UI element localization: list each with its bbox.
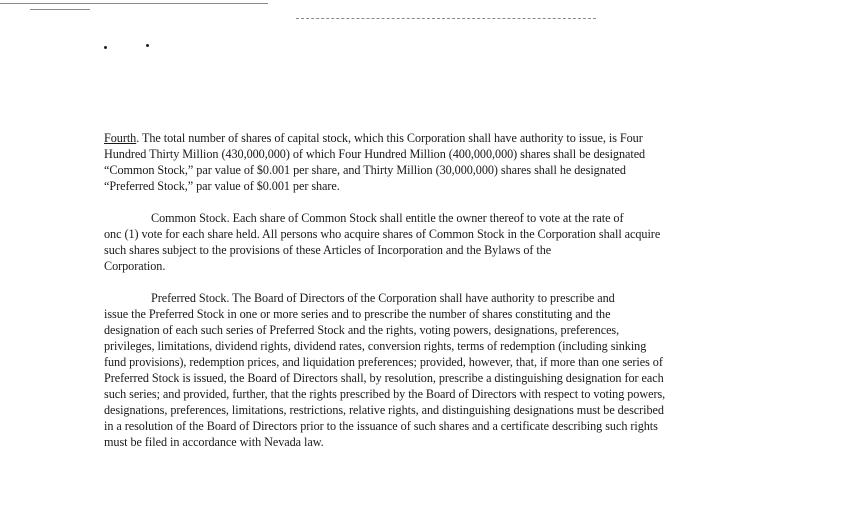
paragraph-fourth (104, 130, 744, 194)
document-body (104, 130, 744, 466)
text-line: such series; and provided, further, that the rights prescribed by the Board of Directors with respect to voting powers, (104, 387, 666, 401)
section-heading: Fourth (104, 131, 137, 145)
text-line: in a resolution of the Board of Directors prior to the issuance of such shares and a certificate describing such rights (104, 419, 658, 433)
paragraph-common-stock (104, 210, 744, 274)
text-line: Preferred Stock. The Board of Directors of the Corporation shall have authority to prescribe and (151, 291, 615, 305)
text-fragment: . The total number of shares of capital stock, which this Corporation shall have authority to issue, is Four (136, 131, 643, 145)
text-line: Preferred Stock is issued, the Board of Directors shall, by resolution, prescribe a distinguishing designation for each (104, 371, 664, 385)
text-line: fund provisions), redemption prices, and liquidation preferences; provided, however, that, if more than one series of (104, 355, 663, 369)
text-line (104, 130, 744, 146)
text-line: “Common Stock,” par value of $0.001 per share, and Thirty Million (30,000,000) shares shall he designated (104, 163, 626, 177)
text-line: “Preferred Stock,” par value of $0.001 per share. (104, 179, 340, 193)
text-line: Hundred Thirty Million (430,000,000) of which Four Hundred Million (400,000,000) shares shall be designated (104, 147, 646, 161)
text-line: issue the Preferred Stock in one or more series and to prescribe the number of shares constituting and the (104, 307, 611, 321)
text-line: designations, preferences, limitations, restrictions, relative rights, and distinguishing designations must be described (104, 403, 664, 417)
scan-speck (104, 46, 107, 49)
text-line: must be filed in accordance with Nevada law. (104, 435, 324, 449)
text-line: designation of each such series of Preferred Stock and the rights, voting powers, designations, preferences, (104, 323, 620, 337)
text-line: onc (1) vote for each share held. All persons who acquire shares of Common Stock in the Corporation shall acquire (104, 227, 661, 241)
scan-artifact-line (0, 3, 268, 4)
text-line: privileges, limitations, dividend rights, dividend rates, conversion rights, terms of redemption (including sinking (104, 339, 647, 353)
paragraph-preferred-stock (104, 290, 744, 450)
scan-artifact-line (296, 18, 596, 19)
scan-artifact-line (30, 9, 90, 10)
text-line: Corporation. (104, 259, 166, 273)
text-line: such shares subject to the provisions of these Articles of Incorporation and the Bylaws of the (104, 243, 552, 257)
scan-speck (146, 44, 149, 47)
text-line: Common Stock. Each share of Common Stock shall entitle the owner thereof to vote at the rate of (151, 211, 624, 225)
